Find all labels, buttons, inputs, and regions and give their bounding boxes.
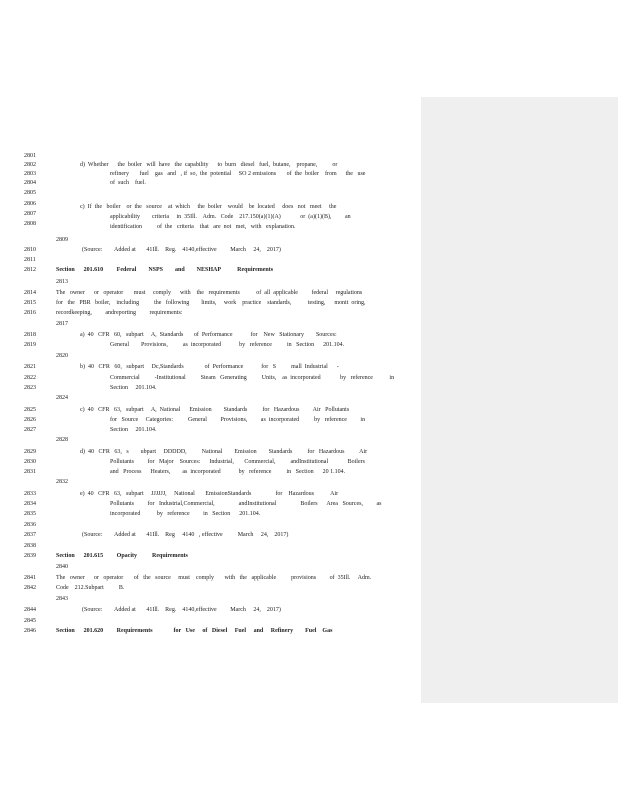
text-line: d) 40 CFR 63, s ubpart DDDDD, National Emission Standards for Hazardous Air xyxy=(80,449,368,455)
text-line: Section 201.104. xyxy=(110,385,157,391)
line-number: 2833 xyxy=(24,491,36,497)
line-number: 2814 xyxy=(24,290,36,296)
marker-number: 2817 xyxy=(56,321,68,327)
line-number: 2837 xyxy=(24,532,36,538)
text-line: refinery fuel gas and , if so, the potential SO 2 emissions of the boiler from the use xyxy=(110,171,366,177)
text-line: b) 40 CFR 60, subpart Dc,Standards of Performance for S mall Industrial - xyxy=(80,364,339,370)
line-number: 2803 xyxy=(24,171,36,177)
text-line: The owner or operator must comply with the requirements of all applicable federal regulations xyxy=(56,290,363,296)
line-number: 2815 xyxy=(24,300,36,306)
line-number: 2830 xyxy=(24,459,36,465)
text-line: identification of the criteria that are not met, with explanation. xyxy=(110,224,296,230)
line-number: 2819 xyxy=(24,342,36,348)
marker-number: 2820 xyxy=(56,353,68,359)
line-number: 2835 xyxy=(24,511,36,517)
section-heading: Section 201.620 Requirements for Use of Diesel Fuel and Refinery Fuel Gas xyxy=(56,628,333,634)
line-number: 2801 xyxy=(24,153,36,159)
text-line: for Source Categories: General Provisions, as incorporated by reference in xyxy=(110,417,366,423)
source-note: (Source: Added at 41Ill. Reg. 4140,effective March 24, 2017) xyxy=(82,607,281,613)
text-line: a) 40 CFR 60, subpart A, Standards of Performance for New Stationary Sources: xyxy=(80,332,337,338)
text-line: and Process Heaters, as incorporated by reference in Section 20 1.104. xyxy=(110,469,346,475)
line-number: 2826 xyxy=(24,417,36,423)
line-number: 2807 xyxy=(24,211,36,217)
text-line: The owner or operator of the source must comply with the applicable provisions of 35Ill. Adm. xyxy=(56,575,372,581)
line-number: 2831 xyxy=(24,469,36,475)
text-line: Pollutants for Major Sources: Industrial, Commercial, andInstitutional Boilers xyxy=(110,459,365,465)
line-number: 2812 xyxy=(24,267,36,273)
line-number: 2802 xyxy=(24,162,36,168)
comment-margin-panel xyxy=(421,97,618,703)
line-number: 2846 xyxy=(24,628,36,634)
line-number: 2808 xyxy=(24,221,36,227)
text-line: Commercial -Institutional Steam Generating Units, as incorporated by reference in xyxy=(110,375,395,381)
text-line: c) 40 CFR 63, subpart A, National Emission Standards for Hazardous Air Pollutants xyxy=(80,407,350,413)
line-number: 2829 xyxy=(24,449,36,455)
line-number: 2818 xyxy=(24,332,36,338)
marker-number: 2813 xyxy=(56,279,68,285)
marker-number: 2824 xyxy=(56,395,68,401)
line-number: 2836 xyxy=(24,522,36,528)
text-line: applicability criteria in 35Ill. Adm. Code 217.150(a)(1)(A) or (a)(1)(B), an xyxy=(110,214,351,220)
source-note: (Source: Added at 41Ill. Reg. 4140,effective March 24, 2017) xyxy=(82,247,281,253)
text-line: General Provisions, as incorporated by reference in Section 201.104. xyxy=(110,342,345,348)
section-heading: Section 201.610 Federal NSPS and NESHAP Requirements xyxy=(56,267,274,273)
line-number: 2804 xyxy=(24,180,36,186)
line-number: 2806 xyxy=(24,201,36,207)
text-line: c) If the boiler or the source at which the boiler would be located does not meet the xyxy=(80,204,337,210)
line-number: 2841 xyxy=(24,575,36,581)
text-line: for the PBR boiler, including the following limits, work practice standards, testing, monit oring, xyxy=(56,300,366,306)
line-number: 2816 xyxy=(24,310,36,316)
line-number: 2827 xyxy=(24,427,36,433)
marker-number: 2843 xyxy=(56,596,68,602)
text-line: recordkeeping, andreporting requirements: xyxy=(56,310,183,316)
section-heading: Section 201.615 Opacity Requirements xyxy=(56,553,188,559)
line-number: 2838 xyxy=(24,543,36,549)
line-number: 2839 xyxy=(24,553,36,559)
line-number: 2834 xyxy=(24,501,36,507)
marker-number: 2809 xyxy=(56,237,68,243)
text-line: Pollutants for Industrial,Commercial, andInstitutional Boilers Area Sources, as xyxy=(110,501,382,507)
text-line: d) Whether the boiler will have the capability to burn diesel fuel, butane, propane, or xyxy=(80,162,338,168)
text-line: e) 40 CFR 63, subpart JJJJJJ, National EmissionStandards for Hazardous Air xyxy=(80,491,339,497)
marker-number: 2828 xyxy=(56,437,68,443)
text-line: Section 201.104. xyxy=(110,427,157,433)
line-number: 2810 xyxy=(24,247,36,253)
text-line: incorporated by reference in Section 201.104. xyxy=(110,511,261,517)
line-number: 2811 xyxy=(24,257,36,263)
line-number: 2822 xyxy=(24,375,36,381)
line-number: 2805 xyxy=(24,190,36,196)
line-number: 2842 xyxy=(24,585,36,591)
line-number: 2845 xyxy=(24,618,36,624)
line-number: 2823 xyxy=(24,385,36,391)
marker-number: 2832 xyxy=(56,479,68,485)
line-number: 2825 xyxy=(24,407,36,413)
line-number: 2821 xyxy=(24,364,36,370)
source-note: (Source: Added at 41Ill. Reg 4140 , effective March 24, 2017) xyxy=(82,532,289,538)
marker-number: 2840 xyxy=(56,564,68,570)
text-line: Code 212.Subpart B. xyxy=(56,585,125,591)
text-line: of such fuel. xyxy=(110,180,146,186)
line-number: 2844 xyxy=(24,607,36,613)
